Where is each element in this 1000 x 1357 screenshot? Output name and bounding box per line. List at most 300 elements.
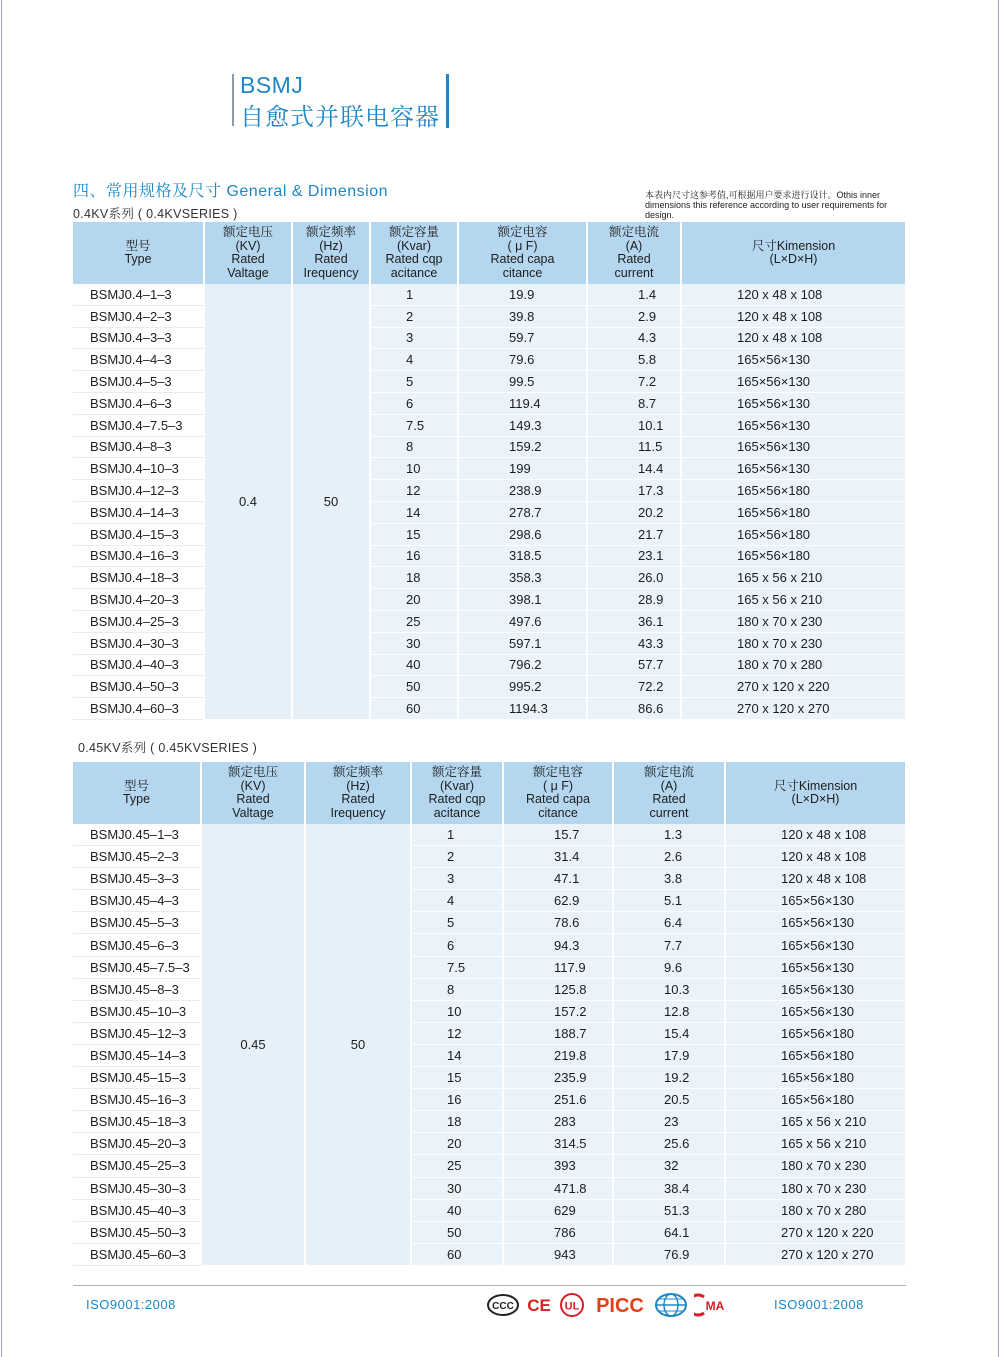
cell-dimension: 165×56×180 (726, 1023, 905, 1045)
cell-rated-current: 7.2 (588, 371, 682, 393)
col-header-frequency-line: Irequency (330, 805, 386, 820)
cell-model: BSMJ0.45–7.5–3 (73, 957, 202, 979)
dimension-note: 本表内尺寸这参考值,可根据用户要求进行设计。Othis inner dimensions this reference according to user requirements for design. (645, 190, 888, 220)
col-header-uf (459, 222, 588, 284)
table-row (73, 655, 905, 677)
cell-model: BSMJ0.4–15–3 (73, 524, 205, 546)
cell-rated-current: 86.6 (588, 698, 682, 720)
cell-dimension: 270 x 120 x 220 (726, 1222, 905, 1244)
cell-rated-kvar: 40 (412, 1200, 504, 1222)
cell-rated-current: 2.9 (588, 306, 682, 328)
cell-rated-capacitance: 471.8 (504, 1178, 614, 1200)
cell-rated-current: 3.8 (614, 868, 726, 890)
cell-rated-current: 25.6 (614, 1133, 726, 1155)
col-header-uf-line: ( μ F) (542, 778, 574, 793)
cell-rated-kvar: 30 (371, 633, 459, 655)
cell-rated-kvar: 14 (412, 1045, 504, 1067)
table-row (73, 502, 905, 524)
page-border-right (998, 0, 999, 1357)
cert-logos (486, 1292, 730, 1318)
table-row (73, 957, 905, 979)
table-row (73, 589, 905, 611)
cell-dimension: 165×56×130 (726, 957, 905, 979)
col-header-voltage-line: Valtage (227, 265, 269, 280)
cell-dimension: 165×56×130 (726, 979, 905, 1001)
cell-model: BSMJ0.45–60–3 (73, 1244, 202, 1266)
col-header-voltage (202, 762, 306, 824)
table-row (73, 1200, 905, 1222)
cell-rated-capacitance: 39.8 (459, 306, 588, 328)
table-row (73, 868, 905, 890)
cell-model: BSMJ0.4–60–3 (73, 698, 205, 720)
cell-dimension: 165 x 56 x 210 (682, 589, 905, 611)
col-header-dimension-line: 尺寸Kimension (751, 238, 836, 253)
cell-rated-capacitance: 497.6 (459, 611, 588, 633)
cell-rated-kvar: 60 (371, 698, 459, 720)
brand-divider-left (232, 74, 234, 126)
cell-rated-capacitance: 278.7 (459, 502, 588, 524)
cell-rated-voltage: 0.4 (205, 284, 293, 720)
cell-rated-current: 64.1 (614, 1222, 726, 1244)
cell-rated-capacitance: 78.6 (504, 912, 614, 934)
svg-text:CCC: CCC (492, 1301, 514, 1312)
cell-model: BSMJ0.45–4–3 (73, 890, 202, 912)
cell-dimension: 165×56×130 (682, 437, 905, 459)
col-header-type-line: 型号 (125, 238, 151, 253)
table-row (73, 349, 905, 371)
col-header-uf-line: ( μ F) (507, 238, 538, 253)
cell-rated-kvar: 8 (371, 437, 459, 459)
cell-dimension: 165×56×180 (726, 1045, 905, 1067)
col-header-kvar-line: Rated cqp (385, 252, 443, 266)
cell-dimension: 165×56×130 (682, 415, 905, 437)
cell-model: BSMJ0.4–20–3 (73, 589, 205, 611)
table-row (73, 1178, 905, 1200)
table-row (73, 567, 905, 589)
cell-rated-kvar: 15 (412, 1067, 504, 1089)
col-header-type-line: Type (124, 252, 152, 266)
table-row (73, 1023, 905, 1045)
cell-dimension: 180 x 70 x 230 (726, 1155, 905, 1177)
cell-rated-current: 19.2 (614, 1067, 726, 1089)
col-header-dimension-line: (L×D×H) (791, 792, 840, 806)
cell-rated-kvar: 18 (371, 567, 459, 589)
col-header-uf-line: Rated capa (526, 792, 590, 806)
iso-cert-left: ISO9001:2008 (86, 1297, 176, 1312)
cell-model: BSMJ0.45–2–3 (73, 846, 202, 868)
cell-rated-kvar: 8 (412, 979, 504, 1001)
cell-dimension: 180 x 70 x 230 (726, 1178, 905, 1200)
col-header-type-line: 型号 (123, 778, 149, 793)
svg-text:PICC: PICC (596, 1295, 644, 1317)
table-row (73, 1111, 905, 1133)
cell-dimension: 180 x 70 x 280 (682, 655, 905, 677)
table-header-row (73, 762, 905, 824)
cell-rated-kvar: 2 (371, 306, 459, 328)
cell-model: BSMJ0.4–40–3 (73, 655, 205, 677)
globe-cert-icon (654, 1292, 688, 1318)
col-header-dimension (726, 762, 905, 824)
cell-rated-current: 17.3 (588, 480, 682, 502)
col-header-voltage-line: 额定电压 (227, 765, 278, 779)
cell-rated-current: 5.1 (614, 890, 726, 912)
table-row (73, 1155, 905, 1177)
cell-rated-capacitance: 629 (504, 1200, 614, 1222)
cell-rated-capacitance: 398.1 (459, 589, 588, 611)
col-header-frequency-line: 额定频率 (332, 765, 383, 779)
cell-dimension: 270 x 120 x 270 (682, 698, 905, 720)
col-header-uf (504, 762, 614, 824)
svg-text:UL: UL (564, 1300, 580, 1313)
cell-rated-kvar: 15 (371, 524, 459, 546)
col-header-current-line: current (614, 265, 654, 280)
cell-dimension: 120 x 48 x 108 (682, 328, 905, 350)
cell-rated-current: 76.9 (614, 1244, 726, 1266)
cell-model: BSMJ0.4–10–3 (73, 458, 205, 480)
cell-rated-current: 36.1 (588, 611, 682, 633)
cell-model: BSMJ0.45–8–3 (73, 979, 202, 1001)
col-header-voltage-line: (KV) (235, 238, 261, 253)
cell-model: BSMJ0.45–12–3 (73, 1023, 202, 1045)
table-row (73, 371, 905, 393)
cell-rated-capacitance: 62.9 (504, 890, 614, 912)
table-row (73, 611, 905, 633)
cell-rated-current: 28.9 (588, 589, 682, 611)
cell-dimension: 165×56×180 (726, 1089, 905, 1111)
cell-rated-kvar: 60 (412, 1244, 504, 1266)
table-row (73, 912, 905, 934)
cell-rated-current: 1.4 (588, 284, 682, 306)
section-title: 四、常用规格及尺寸 General & Dimension (73, 183, 389, 200)
cma-mark-icon (694, 1293, 730, 1317)
cell-rated-kvar: 50 (412, 1222, 504, 1244)
col-header-kvar (412, 762, 504, 824)
cell-dimension: 180 x 70 x 230 (682, 611, 905, 633)
cell-rated-kvar: 1 (412, 824, 504, 846)
col-header-uf-line: citance (538, 805, 578, 820)
cell-dimension: 120 x 48 x 108 (682, 284, 905, 306)
col-header-current-line: 额定电流 (643, 765, 694, 779)
cell-rated-kvar: 20 (371, 589, 459, 611)
cell-rated-capacitance: 235.9 (504, 1067, 614, 1089)
cell-rated-current: 20.2 (588, 502, 682, 524)
table-row (73, 328, 905, 350)
cell-rated-capacitance: 393 (504, 1155, 614, 1177)
iso-cert-right: ISO9001:2008 (774, 1297, 864, 1312)
cell-rated-capacitance: 94.3 (504, 934, 614, 956)
cell-dimension: 120 x 48 x 108 (682, 306, 905, 328)
cell-rated-kvar: 7.5 (412, 957, 504, 979)
cell-rated-kvar: 2 (412, 846, 504, 868)
col-header-frequency-line: (Hz) (319, 238, 343, 253)
col-header-voltage-line: 额定电压 (222, 225, 273, 239)
table-row (73, 824, 905, 846)
picc-logo-icon (592, 1292, 648, 1318)
col-header-current-line: Rated (652, 792, 686, 806)
cell-model: BSMJ0.4–30–3 (73, 633, 205, 655)
cell-rated-kvar: 10 (412, 1001, 504, 1023)
col-header-uf-line: 额定电容 (532, 765, 583, 779)
cell-dimension: 165×56×130 (682, 458, 905, 480)
col-header-dimension-line: 尺寸Kimension (773, 778, 858, 793)
cell-dimension: 165×56×180 (726, 1067, 905, 1089)
cell-model: BSMJ0.45–6–3 (73, 934, 202, 956)
cell-dimension: 165 x 56 x 210 (682, 567, 905, 589)
cell-rated-kvar: 50 (371, 676, 459, 698)
cell-rated-capacitance: 251.6 (504, 1089, 614, 1111)
cell-rated-capacitance: 199 (459, 458, 588, 480)
cell-model: BSMJ0.4–16–3 (73, 546, 205, 568)
col-header-current-line: Rated (617, 252, 651, 266)
cell-rated-capacitance: 796.2 (459, 655, 588, 677)
cell-rated-kvar: 4 (371, 349, 459, 371)
cell-rated-capacitance: 79.6 (459, 349, 588, 371)
col-header-current-line: (A) (625, 238, 643, 253)
cell-rated-current: 57.7 (588, 655, 682, 677)
table-row (73, 1001, 905, 1023)
brand-divider-right (446, 74, 449, 128)
cell-rated-current: 32 (614, 1155, 726, 1177)
col-header-current-line: current (649, 805, 689, 820)
cell-rated-kvar: 20 (412, 1133, 504, 1155)
col-header-current-line: (A) (660, 778, 678, 793)
cell-dimension: 165×56×130 (682, 371, 905, 393)
table-row (73, 284, 905, 306)
col-header-current (588, 222, 682, 284)
cell-rated-capacitance: 99.5 (459, 371, 588, 393)
svg-text:MA: MA (705, 1299, 725, 1313)
cell-rated-capacitance: 597.1 (459, 633, 588, 655)
spec-table-0-45kv (73, 762, 905, 1266)
col-header-voltage-line: Valtage (232, 805, 274, 820)
table-row (73, 846, 905, 868)
cell-rated-kvar: 3 (412, 868, 504, 890)
cell-dimension: 120 x 48 x 108 (726, 846, 905, 868)
table-row (73, 1222, 905, 1244)
cell-rated-capacitance: 125.8 (504, 979, 614, 1001)
cell-dimension: 120 x 48 x 108 (726, 824, 905, 846)
cell-rated-current: 21.7 (588, 524, 682, 546)
cell-model: BSMJ0.45–18–3 (73, 1111, 202, 1133)
cell-rated-kvar: 30 (412, 1178, 504, 1200)
cell-rated-capacitance: 47.1 (504, 868, 614, 890)
cell-rated-capacitance: 188.7 (504, 1023, 614, 1045)
cell-model: BSMJ0.4–7.5–3 (73, 415, 205, 437)
col-header-kvar-line: acitance (433, 805, 481, 820)
cell-rated-current: 9.6 (614, 957, 726, 979)
cell-rated-current: 38.4 (614, 1178, 726, 1200)
cell-dimension: 165 x 56 x 210 (726, 1111, 905, 1133)
col-header-frequency-line: Rated (341, 792, 375, 806)
cell-model: BSMJ0.45–20–3 (73, 1133, 202, 1155)
table-row (73, 934, 905, 956)
col-header-frequency (306, 762, 412, 824)
cell-model: BSMJ0.45–25–3 (73, 1155, 202, 1177)
col-header-kvar-line: 额定容量 (431, 765, 482, 779)
cell-rated-current: 17.9 (614, 1045, 726, 1067)
cell-rated-kvar: 18 (412, 1111, 504, 1133)
col-header-voltage (205, 222, 293, 284)
cell-dimension: 165×56×130 (726, 934, 905, 956)
col-header-voltage-line: (KV) (240, 778, 266, 793)
cell-rated-voltage: 0.45 (202, 824, 306, 1266)
cell-model: BSMJ0.4–14–3 (73, 502, 205, 524)
brand-title: BSMJ (240, 72, 304, 98)
brand-subtitle: 自愈式并联电容器 (240, 104, 440, 131)
col-header-kvar (371, 222, 459, 284)
cell-model: BSMJ0.4–1–3 (73, 284, 205, 306)
cell-dimension: 270 x 120 x 220 (682, 676, 905, 698)
cell-rated-capacitance: 995.2 (459, 676, 588, 698)
cell-dimension: 165×56×180 (682, 502, 905, 524)
cell-dimension: 180 x 70 x 230 (682, 633, 905, 655)
table-row (73, 437, 905, 459)
ce-mark-icon (526, 1293, 552, 1317)
cell-dimension: 165×56×130 (726, 1001, 905, 1023)
cell-dimension: 165×56×130 (726, 912, 905, 934)
col-header-type (73, 762, 202, 824)
table-row (73, 415, 905, 437)
col-header-uf-line: 额定电容 (497, 225, 548, 239)
ccc-mark-icon (486, 1293, 520, 1317)
col-header-type (73, 222, 205, 284)
cell-dimension: 120 x 48 x 108 (726, 868, 905, 890)
table-row (73, 524, 905, 546)
table-row (73, 1244, 905, 1266)
series-label-0-45kv: 0.45KV系列 ( 0.45KVSERIES ) (78, 741, 258, 755)
cell-rated-current: 1.3 (614, 824, 726, 846)
cell-model: BSMJ0.4–12–3 (73, 480, 205, 502)
cell-rated-current: 12.8 (614, 1001, 726, 1023)
cell-rated-capacitance: 31.4 (504, 846, 614, 868)
col-header-kvar-line: (Kvar) (439, 778, 475, 793)
cell-rated-current: 7.7 (614, 934, 726, 956)
cell-rated-kvar: 6 (412, 934, 504, 956)
cell-rated-kvar: 40 (371, 655, 459, 677)
cell-model: BSMJ0.45–10–3 (73, 1001, 202, 1023)
cell-rated-kvar: 5 (371, 371, 459, 393)
cell-rated-kvar: 12 (412, 1023, 504, 1045)
cell-model: BSMJ0.4–18–3 (73, 567, 205, 589)
cell-dimension: 165×56×180 (682, 480, 905, 502)
cell-model: BSMJ0.45–50–3 (73, 1222, 202, 1244)
cell-model: BSMJ0.45–3–3 (73, 868, 202, 890)
table-row (73, 698, 905, 720)
table-row (73, 546, 905, 568)
svg-text:CE: CE (527, 1296, 551, 1315)
col-header-voltage-line: Rated (231, 252, 265, 266)
col-header-uf-line: citance (502, 265, 543, 280)
cell-rated-capacitance: 314.5 (504, 1133, 614, 1155)
series-label-0-4kv: 0.4KV系列 ( 0.4KVSERIES ) (73, 207, 238, 221)
table-row (73, 676, 905, 698)
cell-dimension: 180 x 70 x 280 (726, 1200, 905, 1222)
cell-model: BSMJ0.45–1–3 (73, 824, 202, 846)
footer-divider (73, 1285, 906, 1286)
cell-rated-capacitance: 318.5 (459, 546, 588, 568)
col-header-voltage-line: Rated (236, 792, 270, 806)
cell-model: BSMJ0.45–16–3 (73, 1089, 202, 1111)
col-header-kvar-line: (Kvar) (396, 238, 432, 253)
cell-rated-current: 26.0 (588, 567, 682, 589)
cell-rated-kvar: 16 (412, 1089, 504, 1111)
cell-rated-current: 5.8 (588, 349, 682, 371)
table-row (73, 1067, 905, 1089)
col-header-kvar-line: acitance (390, 265, 438, 280)
col-header-kvar-line: 额定容量 (388, 225, 439, 239)
cell-rated-kvar: 12 (371, 480, 459, 502)
col-header-dimension-line: (L×D×H) (769, 252, 818, 266)
cell-model: BSMJ0.4–8–3 (73, 437, 205, 459)
col-header-uf-line: Rated capa (490, 252, 555, 266)
cell-rated-capacitance: 19.9 (459, 284, 588, 306)
cell-rated-capacitance: 283 (504, 1111, 614, 1133)
cell-rated-capacitance: 943 (504, 1244, 614, 1266)
cell-dimension: 165×56×130 (726, 890, 905, 912)
cell-dimension: 165×56×130 (682, 393, 905, 415)
cell-model: BSMJ0.4–5–3 (73, 371, 205, 393)
cell-rated-kvar: 25 (371, 611, 459, 633)
page-border-left (1, 0, 2, 1357)
cell-dimension: 270 x 120 x 270 (726, 1244, 905, 1266)
col-header-kvar-line: Rated cqp (428, 792, 486, 806)
cell-rated-capacitance: 119.4 (459, 393, 588, 415)
table-row (73, 480, 905, 502)
cell-rated-current: 11.5 (588, 437, 682, 459)
cell-rated-capacitance: 149.3 (459, 415, 588, 437)
col-header-frequency-line: 额定频率 (305, 225, 356, 239)
col-header-frequency-line: (Hz) (346, 778, 370, 793)
cell-rated-current: 20.5 (614, 1089, 726, 1111)
cell-rated-current: 14.4 (588, 458, 682, 480)
cell-rated-current: 43.3 (588, 633, 682, 655)
cell-rated-current: 23.1 (588, 546, 682, 568)
cell-rated-capacitance: 219.8 (504, 1045, 614, 1067)
col-header-current (614, 762, 726, 824)
table-row (73, 393, 905, 415)
spec-table-0-4kv (73, 222, 905, 720)
col-header-dimension (682, 222, 905, 284)
cell-rated-current: 15.4 (614, 1023, 726, 1045)
cell-model: BSMJ0.45–14–3 (73, 1045, 202, 1067)
cell-dimension: 165 x 56 x 210 (726, 1133, 905, 1155)
cell-model: BSMJ0.45–30–3 (73, 1178, 202, 1200)
table-row (73, 979, 905, 1001)
cell-rated-current: 10.3 (614, 979, 726, 1001)
ul-mark-icon (558, 1292, 586, 1318)
cell-rated-current: 8.7 (588, 393, 682, 415)
col-header-frequency (293, 222, 371, 284)
cell-rated-current: 51.3 (614, 1200, 726, 1222)
cell-rated-frequency: 50 (306, 824, 412, 1266)
cell-rated-kvar: 6 (371, 393, 459, 415)
cell-rated-kvar: 14 (371, 502, 459, 524)
cell-rated-capacitance: 238.9 (459, 480, 588, 502)
cell-rated-capacitance: 59.7 (459, 328, 588, 350)
cell-rated-capacitance: 157.2 (504, 1001, 614, 1023)
cell-model: BSMJ0.45–15–3 (73, 1067, 202, 1089)
cell-rated-kvar: 1 (371, 284, 459, 306)
table-row (73, 633, 905, 655)
cell-rated-kvar: 3 (371, 328, 459, 350)
table-row (73, 1045, 905, 1067)
table-row (73, 458, 905, 480)
cell-rated-current: 2.6 (614, 846, 726, 868)
cell-rated-kvar: 4 (412, 890, 504, 912)
cell-rated-current: 72.2 (588, 676, 682, 698)
cell-rated-frequency: 50 (293, 284, 371, 720)
cell-rated-capacitance: 159.2 (459, 437, 588, 459)
